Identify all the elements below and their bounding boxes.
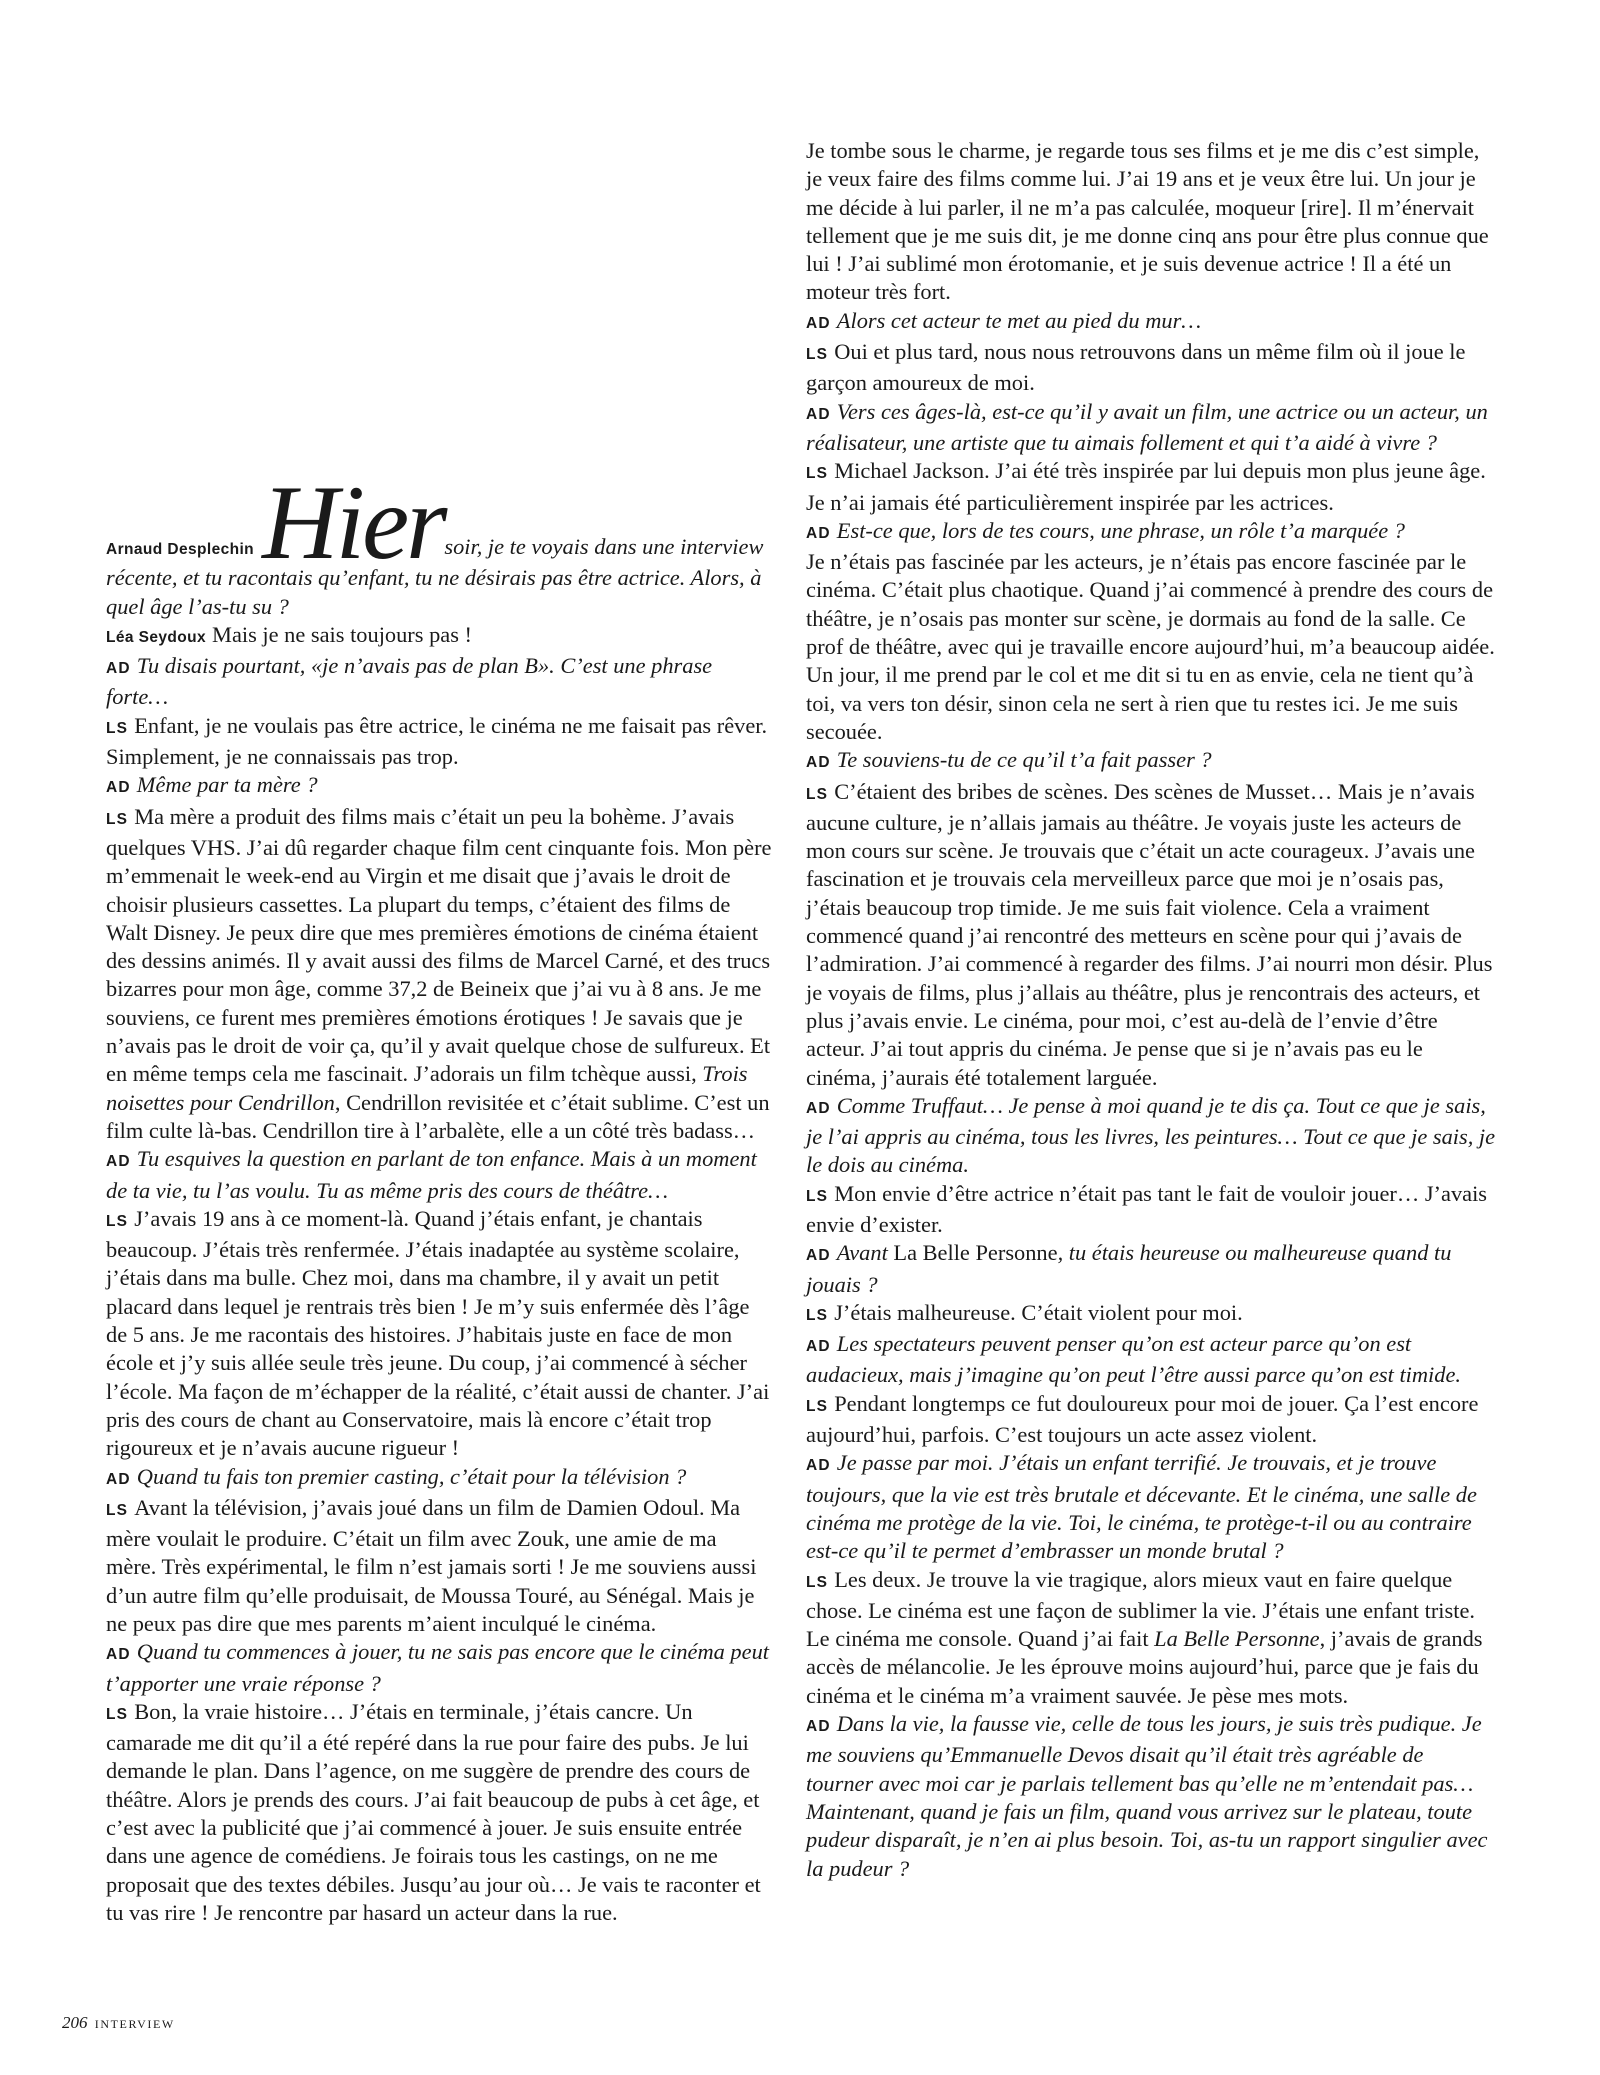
dialogue-paragraph <box>106 1463 772 1494</box>
dialogue-text: Les spectateurs peuvent penser qu’on est acteur parce qu’on est audacieux, mais j’imagine qu’on peut l’être aussi parce qu’on est timide. <box>806 1331 1462 1388</box>
speaker-label: LS <box>806 1573 829 1591</box>
speaker-label: AD <box>106 660 131 678</box>
dialogue-paragraph <box>106 464 772 621</box>
dialogue-text: Avant <box>836 1240 888 1266</box>
dialogue-paragraph <box>106 712 772 772</box>
dialogue-text: , j’avais de grands accès de mélancolie. Je les éprouve moins aujourd’hui, parce que je fais du cinéma et le cinéma m’a vraiment sauvée. Je pèse mes mots. <box>806 1626 1483 1708</box>
dialogue-paragraph <box>806 398 1496 458</box>
right-column <box>806 137 1496 1883</box>
dialogue-text: Alors cet acteur te met au pied du mur… <box>836 307 1202 333</box>
speaker-label: AD <box>806 1247 831 1265</box>
speaker-label: AD <box>806 1099 831 1117</box>
dialogue-text: Ma mère a produit des films mais c’était un peu la bohème. J’avais quelques VHS. J’ai dû regarder chaque film cent cinquante fois. Mon père m’emmenait le week-end au Virgin et me disait que j’avais le droit de choisir plusieurs cassettes. La plupart du temps, c’étaient des films de Walt Disney. Je peux dire que mes premières émotions de cinéma étaient des dessins animés. Il y avait aussi des films de Marcel Carné, et des trucs bizarres pour mon âge, comme 37,2 de Beineix que j’ai vu à 8 ans. Je me souviens, ce furent mes premières émotions érotiques ! Je savais que je n’avais pas le droit de voir ça, qu’il y avait quelque chose de sulfureux. Et en même temps cela me fascinait. J’adorais un film tchèque aussi, <box>106 803 772 1087</box>
dialogue-text: Tu disais pourtant, «je n’avais pas de plan B». C’est une phrase forte… <box>106 653 713 710</box>
dialogue-paragraph <box>106 771 772 802</box>
dialogue-paragraph <box>806 1566 1496 1710</box>
speaker-label: AD <box>806 1457 831 1475</box>
dialogue-paragraph <box>806 1092 1496 1180</box>
speaker-label: AD <box>806 314 831 332</box>
dialogue-paragraph <box>106 1698 772 1927</box>
drop-cap: Hier <box>262 464 445 581</box>
dialogue-paragraph <box>806 1299 1496 1330</box>
dialogue-paragraph <box>806 746 1496 777</box>
dialogue-text: Je passe par moi. J’étais un enfant terrifié. Je trouvais, et je trouve toujours, que la vie est très brutale et décevante. Et le cinéma, une salle de cinéma me protège de la vie. Toi, le cinéma, te protège-t-il ou au contraire est-ce qu’il te permet d’embrasser un monde brutal ? <box>806 1450 1477 1564</box>
dialogue-text: J’étais malheureuse. C’était violent pour moi. <box>834 1299 1243 1325</box>
dialogue-text: Je tombe sous le charme, je regarde tous ses films et je me dis c’est simple, je veux faire des films comme lui. J’ai 19 ans et je veux être lui. Un jour je me décide à lui parler, il ne m’a pas calculée, moqueur [rire]. Il m’énervait tellement que je me suis dit, je me donne cinq ans pour être plus connue que lui ! J’ai sublimé mon érotomanie, et je suis devenue actrice ! Il a été un moteur très fort. <box>806 138 1489 305</box>
dialogue-text: Je n’étais pas fascinée par les acteurs, je n’étais pas encore fascinée par le cinéma. C’était plus chaotique. Quand j’ai commencé à prendre des cours de théâtre, je n’osais pas monter sur scène, je dormais au fond de la salle. Ce prof de théâtre, avec qui je travaille encore aujourd’hui, m’a beaucoup aidée. Un jour, il me prend par le col et me dit si tu en as envie, cela ne tient qu’à toi, va vers ton désir, sinon cela ne sert à rien que tu restes ici. Je me suis secouée. <box>806 549 1495 744</box>
dialogue-paragraph <box>806 517 1496 548</box>
dialogue-paragraph <box>106 1494 772 1638</box>
film-title: La Belle Personne <box>1154 1626 1320 1652</box>
dialogue-text: Oui et plus tard, nous nous retrouvons dans un même film où il joue le garçon amoureux de moi. <box>806 339 1466 396</box>
speaker-label: AD <box>806 405 831 423</box>
speaker-label: LS <box>806 785 829 803</box>
dialogue-paragraph <box>806 1449 1496 1565</box>
speaker-label: LS <box>106 719 129 737</box>
film-title: La Belle Personne <box>893 1240 1058 1266</box>
speaker-label: AD <box>106 779 131 797</box>
dialogue-text: soir, je te voyais dans une interview récente, et tu racontais qu’enfant, tu ne désirais pas être actrice. Alors, à quel âge l’as-tu su ? <box>106 534 764 619</box>
dialogue-text: Michael Jackson. J’ai été très inspirée par lui depuis mon plus jeune âge. Je n’ai jamais été particulièrement inspirée par les actrices. <box>806 458 1486 515</box>
dialogue-paragraph <box>106 1638 772 1698</box>
dialogue-text: C’étaient des bribes de scènes. Des scènes de Musset… Mais je n’avais aucune culture, je n’allais jamais au théâtre. Je voyais juste les acteurs de mon cours sur scène. Je trouvais que c’était un acte courageux. J’avais une fascination et je trouvais cela merveilleux parce que moi je n’osais pas, j’étais beaucoup trop timide. Je me suis fait violence. Cela a vraiment commencé quand j’ai rencontré des metteurs en scène pour qui j’avais de l’admiration. J’ai commencé à regarder des films. J’ai nourri mon désir. Plus je voyais de films, plus j’allais au théâtre, plus je rencontrais des acteurs, et plus j’avais envie. Le cinéma, pour moi, c’est au-delà de l’envie d’être acteur. J’ai tout appris du cinéma. Je pense que si je n’avais pas eu le cinéma, j’aurais été totalement larguée. <box>806 778 1493 1090</box>
speaker-label: LS <box>806 465 829 483</box>
page-folio <box>62 2013 175 2033</box>
dialogue-paragraph <box>806 457 1496 517</box>
dialogue-paragraph <box>806 1710 1496 1883</box>
speaker-label: LS <box>106 1501 129 1519</box>
dialogue-paragraph <box>806 137 1496 307</box>
speaker-label: Léa Seydoux <box>106 628 207 646</box>
speaker-label: LS <box>806 1397 829 1415</box>
speaker-label: AD <box>806 1338 831 1356</box>
speaker-label: LS <box>806 1306 829 1324</box>
dialogue-paragraph <box>806 1330 1496 1390</box>
dialogue-text: Pendant longtemps ce fut douloureux pour moi de jouer. Ça l’est encore aujourd’hui, parfois. C’est toujours un acte assez violent. <box>806 1390 1479 1448</box>
dialogue-text: Quand tu fais ton premier casting, c’était pour la télévision ? <box>136 1463 687 1489</box>
speaker-label: AD <box>806 524 831 542</box>
dialogue-text: Vers ces âges-là, est-ce qu’il y avait un film, une actrice ou un acteur, un réalisateur, une artiste que tu aimais follement et qui t’a aidé à vivre ? <box>806 398 1488 455</box>
speaker-label: LS <box>106 810 129 828</box>
speaker-label: AD <box>106 1470 131 1488</box>
left-column <box>106 464 772 1927</box>
dialogue-text: , tu étais heureuse ou malheureuse quand tu jouais ? <box>806 1240 1452 1297</box>
dialogue-text: J’avais 19 ans à ce moment-là. Quand j’étais enfant, je chantais beaucoup. J’étais très renfermée. J’étais inadaptée au système scolaire, j’étais dans ma bulle. Chez moi, dans ma chambre, il y avait un petit placard dans lequel je rentrais très bien ! Je m’y suis enfermée dès l’âge de 5 ans. Je me racontais des histoires. J’habitais juste en face de mon école et j’y suis allée seule très jeune. Du coup, j’ai commencé à sécher l’école. Ma façon de m’échapper de la réalité, c’était aussi de chanter. J’ai pris des cours de chant au Conservatoire, mais là encore c’était trop rigoureux et je n’avais aucune rigueur ! <box>106 1205 770 1461</box>
dialogue-text: Les deux. Je trouve la vie tragique, alors mieux vaut en faire quelque chose. Le cinéma est une façon de sublimer la vie. J’étais une enfant triste. Le cinéma me console. Quand j’ai fait <box>806 1566 1475 1652</box>
dialogue-text: Tu esquives la question en parlant de ton enfance. Mais à un moment de ta vie, tu l’as voulu. Tu as même pris des cours de théâtre… <box>106 1146 757 1203</box>
dialogue-text: Te souviens-tu de ce qu’il t’a fait passer ? <box>836 747 1212 773</box>
dialogue-paragraph <box>806 338 1496 398</box>
dialogue-paragraph <box>106 803 772 1146</box>
page-number: 206 <box>62 2013 88 2032</box>
speaker-label: LS <box>106 1212 129 1230</box>
dialogue-text: Bon, la vraie histoire… J’étais en terminale, j’étais cancre. Un camarade me dit qu’il a été repéré dans la rue pour faire des pubs. Je lui demande le plan. Dans l’agence, on me suggère de prendre des cours de théâtre. Alors je prends des cours. J’ai fait beaucoup de pubs à cet âge, et c’est avec la publicité que j’ai commencé à jouer. Je suis ensuite entrée dans une agence de comédiens. Je foirais tous les castings, on ne me proposait que des textes débiles. Jusqu’au jour où… Je vais te raconter et tu vas rire ! Je rencontre par hasard un acteur dans la rue. <box>106 1698 761 1925</box>
dialogue-text: Comme Truffaut… Je pense à moi quand je te dis ça. Tout ce que je sais, je l’ai appris au cinéma, tous les livres, les peintures… Tout ce que je sais, je le dois au cinéma. <box>806 1092 1496 1178</box>
dialogue-paragraph <box>806 1390 1496 1450</box>
speaker-label: LS <box>106 1705 129 1723</box>
dialogue-paragraph <box>806 778 1496 1092</box>
dialogue-paragraph <box>806 1180 1496 1240</box>
dialogue-text: Quand tu commences à jouer, tu ne sais pas encore que le cinéma peut t’apporter une vraie réponse ? <box>106 1639 769 1696</box>
dialogue-text: Mais je ne sais toujours pas ! <box>212 621 472 647</box>
dialogue-text: Mon envie d’être actrice n’était pas tant le fait de vouloir jouer… J’avais envie d’exister. <box>806 1180 1488 1237</box>
speaker-label: AD <box>106 1646 131 1664</box>
dialogue-text: Enfant, je ne voulais pas être actrice, le cinéma ne me faisait pas rêver. Simplement, je ne connaissais pas trop. <box>106 712 768 770</box>
speaker-label: AD <box>806 1718 831 1736</box>
speaker-label: LS <box>806 346 829 364</box>
dialogue-text: Dans la vie, la fausse vie, celle de tous les jours, je suis très pudique. Je me souviens qu’Emmanuelle Devos disait qu’il était très agréable de tourner avec moi car je parlais tellement bas qu’elle ne m’entendait pas… Maintenant, quand je fais un film, quand vous arrivez sur le plateau, toute pudeur disparaît, je n’en ai plus besoin. Toi, as-tu un rapport singulier avec la pudeur ? <box>806 1711 1488 1881</box>
speaker-label: AD <box>806 754 831 772</box>
dialogue-paragraph <box>806 1239 1496 1299</box>
film-title: Trois noisettes pour Cendrillon <box>106 1061 748 1115</box>
dialogue-paragraph <box>806 307 1496 338</box>
dialogue-paragraph <box>106 652 772 712</box>
magazine-name: INTERVIEW <box>94 2017 175 2031</box>
speaker-label: Arnaud Desplechin <box>106 541 255 558</box>
dialogue-text: Est-ce que, lors de tes cours, une phrase, un rôle t’a marquée ? <box>836 517 1405 543</box>
dialogue-text: Même par ta mère ? <box>136 772 318 798</box>
dialogue-text: Avant la télévision, j’avais joué dans un film de Damien Odoul. Ma mère voulait le produire. C’était un film avec Zouk, une amie de ma mère. Très expérimental, le film n’est jamais sorti ! Je me souviens aussi d’un autre film qu’elle produisait, de Moussa Touré, au Sénégal. Mais je ne peux pas dire que mes parents m’aient inculqué le cinéma. <box>106 1494 757 1636</box>
dialogue-paragraph <box>106 1205 772 1463</box>
dialogue-paragraph <box>106 1145 772 1205</box>
dialogue-paragraph <box>106 621 772 652</box>
dialogue-paragraph <box>806 548 1496 746</box>
speaker-label: LS <box>806 1187 829 1205</box>
dialogue-text: , Cendrillon revisitée et c’était sublime. C’est un film culte là-bas. Cendrillon tire à l’arbalète, elle a un côté très badass… <box>106 1089 770 1143</box>
speaker-label: AD <box>106 1153 131 1171</box>
